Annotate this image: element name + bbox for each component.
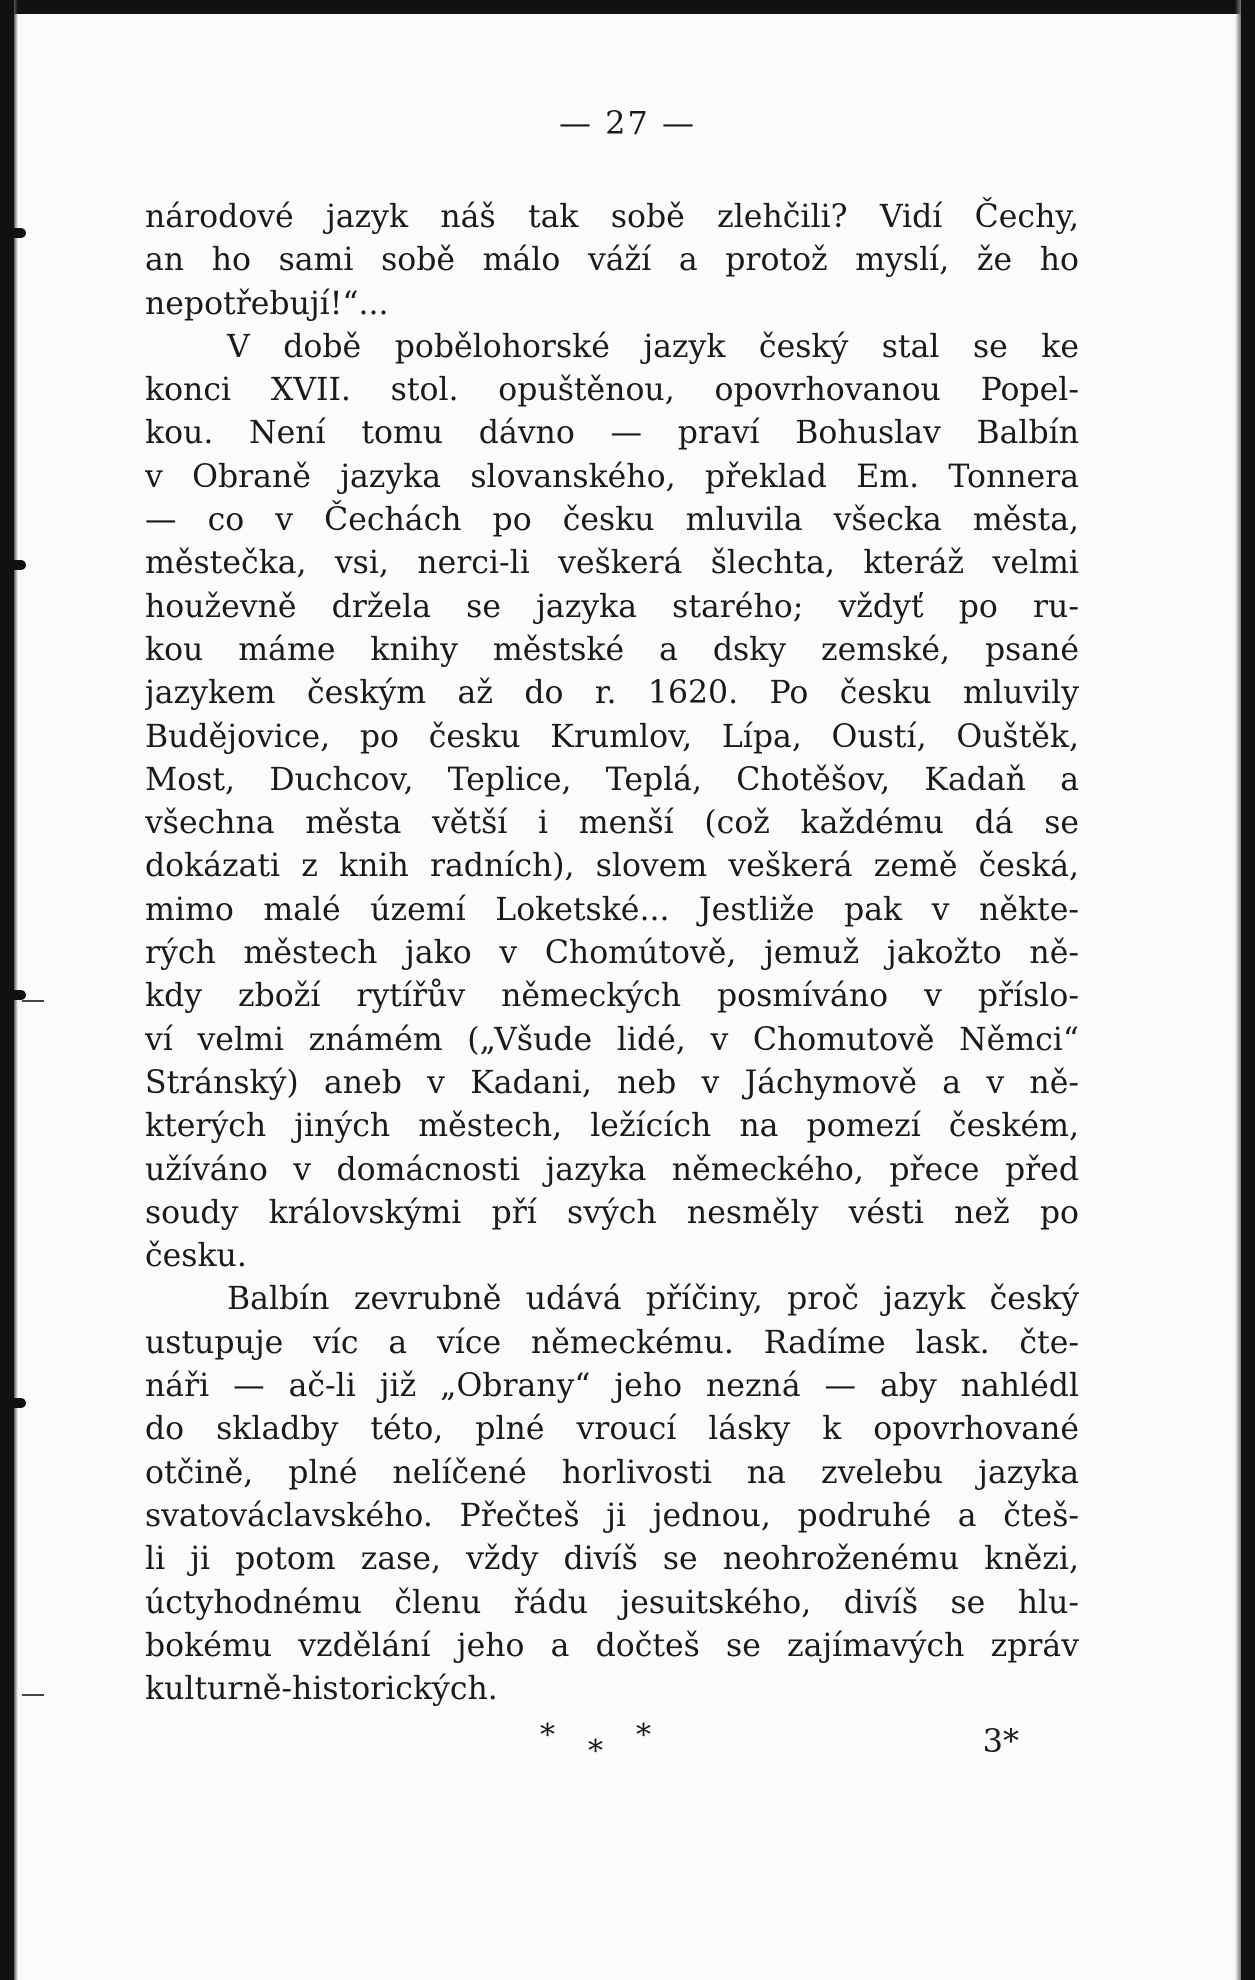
text-line: svatováclavského. Přečteš ji jednou, podruhé a čteš- — [145, 1497, 1079, 1534]
binding-tick — [22, 1694, 44, 1696]
scan-border-right — [1241, 0, 1255, 1980]
scan-border-top — [0, 0, 1255, 14]
binding-notch — [8, 228, 26, 238]
text-line: kou. Není tomu dávno — praví Bohuslav Balbín — [145, 415, 1079, 452]
text-line: dokázati z knih radních), slovem veškerá země česká, — [145, 848, 1079, 885]
text-line: užíváno v domácnosti jazyka německého, přece před — [145, 1151, 1079, 1188]
binding-notch — [8, 1398, 26, 1408]
text-line: do skladby této, plné vroucí lásky k opovrhované — [145, 1411, 1079, 1448]
text-line: an ho sami sobě málo váží a protož myslí, že ho — [145, 242, 1079, 279]
body-text — [145, 196, 1079, 1711]
text-line: jazykem českým až do r. 1620. Po česku mluvily — [145, 675, 1079, 712]
text-line: kou máme knihy městské a dsky zemské, psané — [145, 631, 1079, 668]
text-line: Stránský) aneb v Kadani, neb v Jáchymově a v ně- — [145, 1064, 1079, 1101]
asterisk-glyph: * — [588, 1734, 603, 1769]
text-line: V době pobělohorské jazyk český stal se ke — [227, 328, 1079, 365]
text-line: li ji potom zase, vždy divíš se neohroženému knězi, — [145, 1541, 1079, 1578]
text-line: národové jazyk náš tak sobě zlehčili? Vidí Čechy, — [145, 199, 1079, 235]
text-line: konci XVII. stol. opuštěnou, opovrhovanou Popel- — [145, 372, 1079, 409]
text-line: česku. — [145, 1238, 247, 1275]
text-line: ustupuje víc a více německému. Radíme lask. čte- — [145, 1324, 1079, 1361]
asterisk-glyph: * — [540, 1718, 555, 1753]
binding-tick — [22, 1000, 44, 1002]
text-line: Most, Duchcov, Teplice, Teplá, Chotěšov, Kadaň a — [145, 761, 1079, 798]
text-line: Balbín zevrubně udává příčiny, proč jazyk český — [227, 1281, 1079, 1318]
text-line: kulturně-historických. — [145, 1671, 498, 1708]
text-line: úctyhodnému členu řádu jesuitského, divíš se hlu- — [145, 1584, 1079, 1621]
text-line: nepotřebují!“... — [145, 285, 389, 322]
text-line: náři — ač-li již „Obrany“ jeho nezná — aby nahlédl — [145, 1368, 1079, 1405]
text-line: Budějovice, po česku Krumlov, Lípa, Oustí, Ouštěk, — [145, 718, 1079, 755]
page-number: — 27 — — [558, 104, 697, 142]
text-line: všechna města větší i menší (což každému dá se — [145, 805, 1079, 842]
text-line: rých městech jako v Chomútově, jemuž jakožto ně- — [145, 935, 1079, 972]
text-line: otčině, plné nelíčené horlivosti na zvelebu jazyka — [145, 1454, 1079, 1491]
text-line: soudy královskými pří svých nesměly vésti než po — [145, 1194, 1079, 1231]
text-line: ví velmi známém („Všude lidé, v Chomutově Němci“ — [145, 1021, 1079, 1058]
text-line: bokému vzdělání jeho a dočteš se zajímavých zpráv — [145, 1627, 1079, 1664]
binding-notch — [8, 560, 26, 570]
text-line: — co v Čechách po česku mluvila všecka města, — [145, 502, 1079, 539]
text-line: houževně držela se jazyka starého; vždyť po ru- — [145, 588, 1079, 625]
text-line: kdy zboží rytířův německých posmíváno v příslo- — [145, 978, 1079, 1015]
text-line: městečka, vsi, nerci-li veškerá šlechta, kteráž velmi — [145, 545, 1079, 582]
asterism — [540, 1718, 680, 1768]
page-footer — [145, 1718, 1079, 1768]
text-line: mimo malé území Loketské... Jestliže pak v někte- — [145, 891, 1079, 928]
text-line: kterých jiných městech, ležících na pomezí českém, — [145, 1108, 1079, 1145]
binding-notch — [8, 990, 26, 1000]
text-line: v Obraně jazyka slovanského, překlad Em. Tonnera — [145, 458, 1079, 495]
signature-mark: 3* — [982, 1722, 1019, 1760]
asterisk-glyph: * — [636, 1718, 651, 1753]
